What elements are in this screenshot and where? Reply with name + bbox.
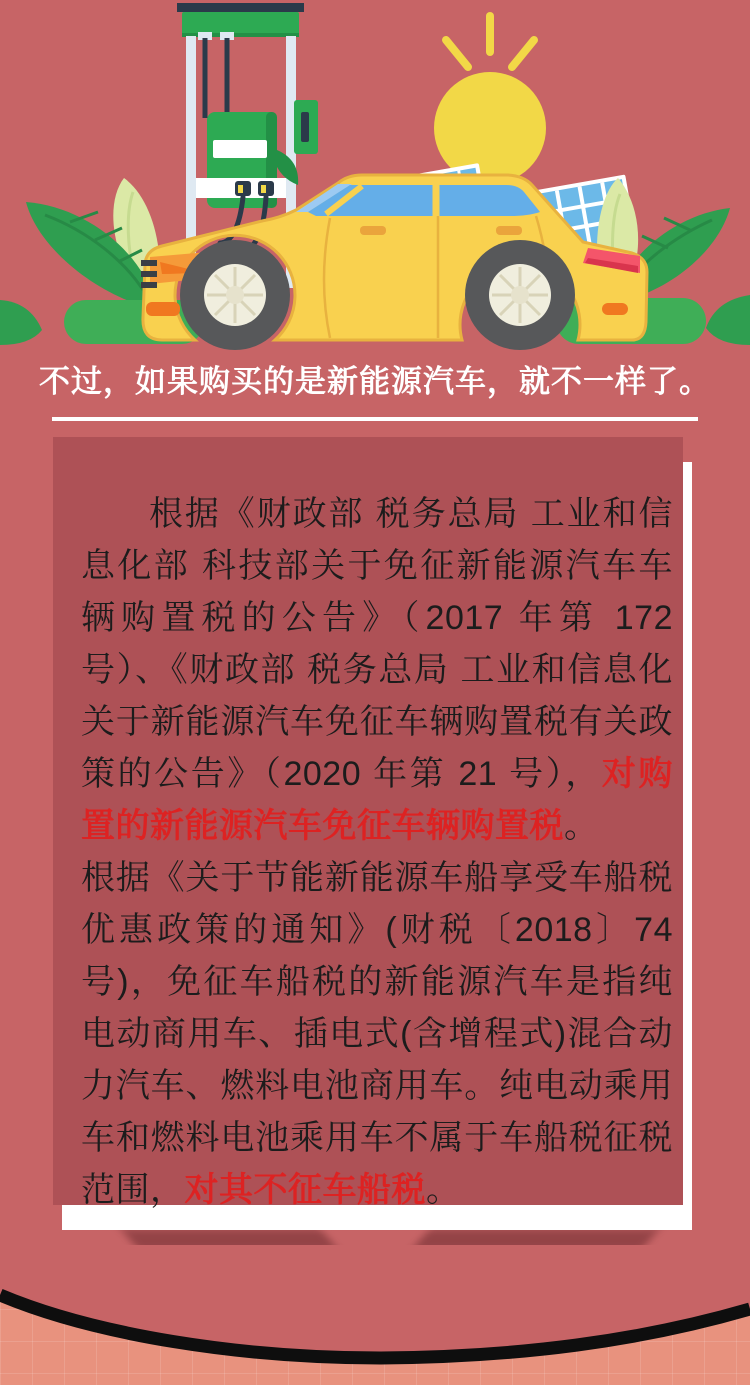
text-segment-normal: 。 — [564, 807, 599, 845]
text-segment-red: 对其不征车船税 — [184, 1171, 426, 1209]
text-segment-normal: 根据《财政部 税务总局 工业和信息化部 科技部关于免征新能源汽车车辆购置税的公告》（2017 年第 172 号）、《财政部 税务总局 工业和信息化关于新能源汽车免征车辆购置税有关政策的公告》（2020 年第 21 号）， — [81, 495, 673, 793]
hero-illustration — [0, 0, 750, 355]
bottom-curve — [0, 1245, 750, 1385]
car-wheel-front — [180, 240, 290, 350]
door-handle — [360, 226, 386, 235]
card-paragraph — [81, 852, 673, 1216]
pump-screen — [213, 140, 267, 158]
banner-underline — [52, 417, 698, 421]
rear-reflector — [602, 303, 628, 315]
banner-headline: 不过，如果购买的是新能源汽车，就不一样了。 — [39, 364, 711, 399]
policy-card — [62, 462, 692, 1230]
text-segment-red: 对购置的新能源汽车免征车辆购置税 — [81, 755, 674, 845]
car-wheel-rear — [465, 240, 575, 350]
front-fog-light — [146, 302, 180, 316]
text-segment-normal: 根据《关于节能新能源车船享受车船税优惠政策的通知》(财税〔2018〕74 号)，免征车船税的新能源汽车是指纯电动商用车、插电式(含增程式)混合动力汽车、燃料电池商用车。纯电动乘用车和燃料电池乘用车不属于车船税征税范围， — [81, 859, 673, 1209]
card-paragraphs — [81, 488, 673, 1216]
bottom-strip — [0, 1245, 750, 1385]
card-paragraph — [81, 488, 673, 852]
door-handle — [496, 226, 522, 235]
text-segment-normal: 。 — [426, 1171, 461, 1209]
